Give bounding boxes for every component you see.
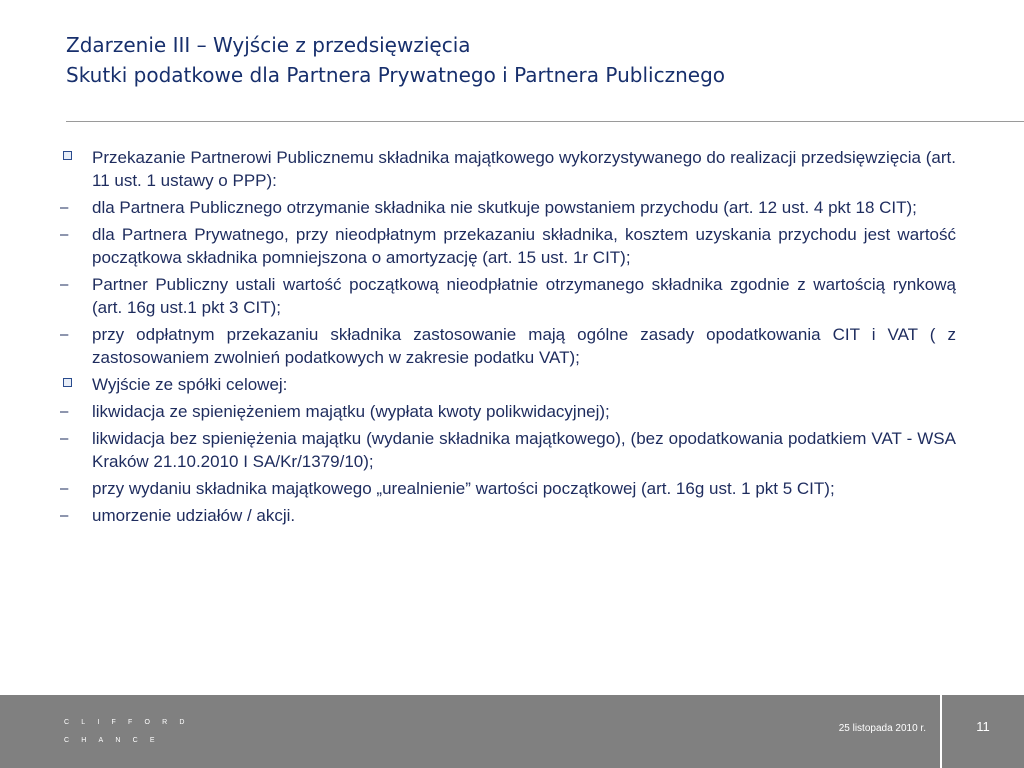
list-item	[62, 477, 956, 500]
list-item-text: Partner Publiczny ustali wartość początkową nieodpłatnie otrzymanego składnika zgodnie z wartością rynkową (art. 16g ust.1 pkt 3 CIT);	[92, 275, 956, 317]
list-item	[62, 504, 956, 527]
dash-bullet-icon: –	[60, 507, 69, 524]
dash-bullet-icon: –	[60, 430, 69, 447]
bullet-list	[62, 146, 956, 531]
dash-bullet-icon: –	[60, 480, 69, 497]
dash-bullet-icon: –	[60, 199, 69, 216]
list-item	[62, 273, 956, 319]
footer-date: 25 listopada 2010 r.	[838, 723, 926, 734]
list-item-text: likwidacja bez spieniężenia majątku (wydanie składnika majątkowego), (bez opodatkowania podatkiem VAT - WSA Kraków 21.10.2010 I SA/Kr/1379/10);	[92, 429, 956, 471]
square-bullet-icon	[63, 378, 72, 387]
logo-line-2: CHANCE	[64, 737, 167, 744]
list-item	[62, 427, 956, 473]
list-item	[62, 196, 956, 219]
page-number: 11	[976, 719, 990, 734]
list-item	[62, 223, 956, 269]
list-item-text: Przekazanie Partnerowi Publicznemu składnika majątkowego wykorzystywanego do realizacji przedsięwzięcia (art. 11 ust. 1 ustawy o PPP):	[92, 148, 956, 190]
list-item	[62, 323, 956, 369]
list-item-text: likwidacja ze spieniężeniem majątku (wypłata kwoty polikwidacyjnej);	[92, 402, 610, 421]
list-item-text: umorzenie udziałów / akcji.	[92, 506, 296, 525]
list-item	[62, 400, 956, 423]
title-line-2: Skutki podatkowe dla Partnera Prywatnego i Partnera Publicznego	[66, 63, 725, 87]
list-item-text: dla Partnera Prywatnego, przy nieodpłatnym przekazaniu składnika, kosztem uzyskania przychodu jest wartość początkowa składnika pomniejszona o amortyzację (art. 15 ust. 1r CIT);	[92, 225, 956, 267]
dash-bullet-icon: –	[60, 326, 69, 343]
dash-bullet-icon: –	[60, 276, 69, 293]
dash-bullet-icon: –	[60, 226, 69, 243]
company-logo	[64, 714, 197, 750]
logo-line-1: CLIFFORD	[64, 719, 197, 726]
dash-bullet-icon: –	[60, 403, 69, 420]
title-line-1: Zdarzenie III – Wyjście z przedsięwzięcia	[66, 33, 471, 57]
title-divider	[66, 121, 1024, 122]
list-item-text: dla Partnera Publicznego otrzymanie składnika nie skutkuje powstaniem przychodu (art. 12 ust. 4 pkt 18 CIT);	[92, 198, 917, 217]
list-item-text: Wyjście ze spółki celowej:	[92, 375, 288, 394]
footer-bar	[0, 695, 1024, 768]
list-item-text: przy odpłatnym przekazaniu składnika zastosowanie mają ogólne zasady opodatkowania CIT i VAT ( z zastosowaniem zwolnień podatkowych w zakresie podatku VAT);	[92, 325, 956, 367]
list-item-text: przy wydaniu składnika majątkowego „urealnienie” wartości początkowej (art. 16g ust. 1 pkt 5 CIT);	[92, 479, 835, 498]
list-item	[62, 146, 956, 192]
square-bullet-icon	[63, 151, 72, 160]
slide-title	[66, 30, 966, 90]
list-item	[62, 373, 956, 396]
